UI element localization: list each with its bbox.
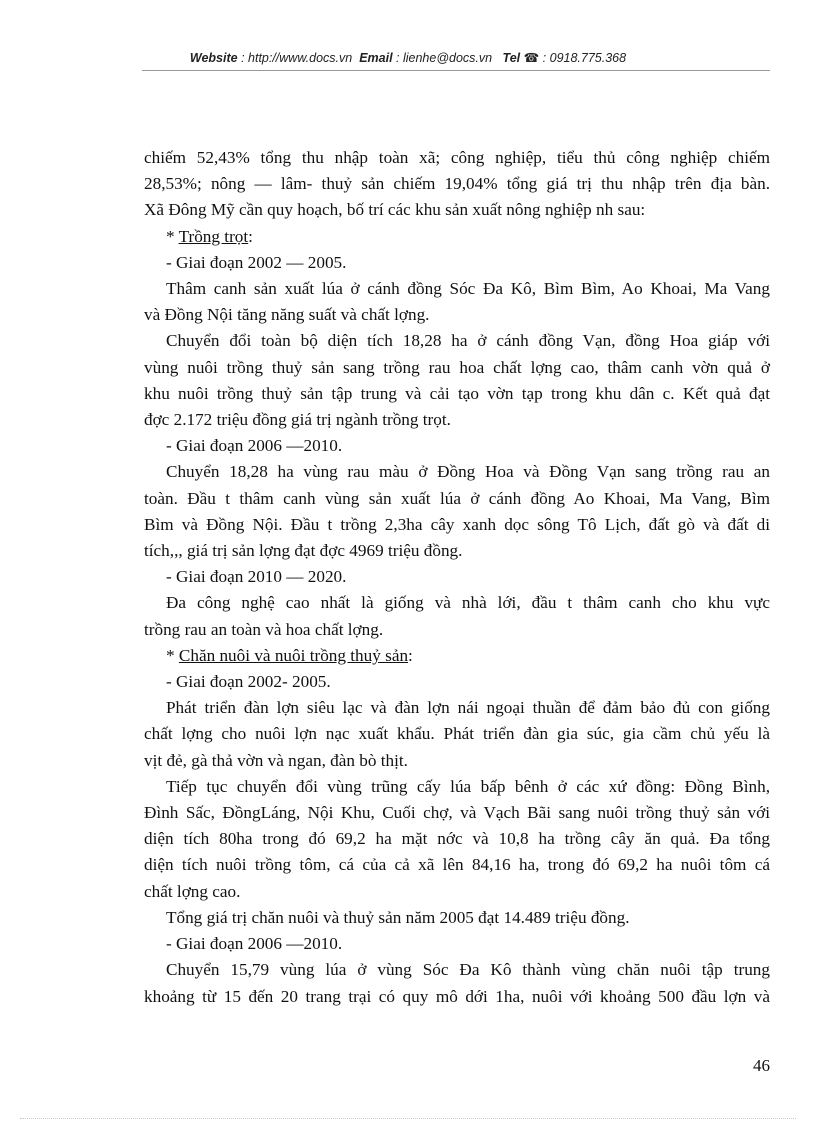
website-url-link[interactable]: http://www.docs.vn xyxy=(248,51,353,65)
text-line: - Giai đoạn 2002- 2005. xyxy=(166,672,331,692)
text-line: khu nuôi trồng thuỷ sản tập trung và cải tạo vờn tạp trong khu dân c. Kết quả đạt xyxy=(144,383,770,403)
text-line: - Giai đoạn 2010 — 2020. xyxy=(166,567,347,587)
text-line: toàn. Đầu t thâm canh vùng sản xuất lúa ở cánh đồng Ao Khoai, Ma Vang, Bìm xyxy=(144,488,770,508)
page-header xyxy=(0,50,816,65)
text-line: khoảng từ 15 đến 20 trang trại có quy mô dới 1ha, nuôi với khoảng 500 đầu lợn và xyxy=(144,986,770,1006)
text-line: Chuyển 15,79 vùng lúa ở vùng Sóc Đa Kô thành vùng chăn nuôi tập trung xyxy=(166,960,770,980)
header-divider xyxy=(142,70,770,71)
text-line: Thâm canh sản xuất lúa ở cánh đồng Sóc Đa Kô, Bìm Bìm, Ao Khoai, Ma Vang xyxy=(166,279,770,299)
text-line: Bìm và Đồng Nội. Đầu t trồng 2,3ha cây xanh dọc sông Tô Lịch, đất gò và đất di xyxy=(144,514,770,534)
text-line: vịt đẻ, gà thả vờn và ngan, đàn bò thịt. xyxy=(144,750,408,770)
phone-icon: ☎ xyxy=(523,51,540,65)
website-separator: : xyxy=(237,51,249,65)
text-line: chất lợng cho nuôi lợn nạc xuất khẩu. Phát triển đàn gia súc, gia cầm chủ yếu là xyxy=(144,724,770,744)
page-number: 46 xyxy=(753,1056,770,1075)
email-label: Email xyxy=(359,51,393,65)
heading-suffix: : xyxy=(248,226,253,246)
website-label: Website xyxy=(189,51,238,65)
text-line: Chuyển đổi toàn bộ diện tích 18,28 ha ở cánh đồng Vạn, đồng Hoa giáp với xyxy=(166,331,770,351)
text-line: Tiếp tục chuyển đổi vùng trũng cấy lúa bấp bênh ở các xứ đồng: Đồng Bình, xyxy=(166,776,770,796)
email-link[interactable]: lienhe@docs.vn xyxy=(402,51,493,65)
text-line: chất lợng cao. xyxy=(144,881,241,901)
text-line: Tổng giá trị chăn nuôi và thuỷ sản năm 2005 đạt 14.489 triệu đồng. xyxy=(166,907,630,927)
bullet-prefix: * xyxy=(166,226,179,246)
tel-number: : 0918.775.368 xyxy=(539,51,627,65)
text-line xyxy=(144,224,770,250)
email-separator: : xyxy=(392,51,403,65)
text-line: chiếm 52,43% tổng thu nhập toàn xã; công nghiệp, tiểu thủ công nghiệp chiếm xyxy=(144,148,770,167)
text-line: Chuyển 18,28 ha vùng rau màu ở Đồng Hoa và Đồng Vạn sang trồng rau an xyxy=(166,462,770,482)
footer-divider xyxy=(20,1118,796,1119)
heading-suffix: : xyxy=(408,645,413,665)
document-body xyxy=(144,145,770,1010)
text-line: Đa công nghệ cao nhất là giống và nhà lới, đầu t thâm canh cho khu vực xyxy=(166,593,770,613)
text-line: - Giai đoạn 2006 —2010. xyxy=(166,436,343,456)
text-line: Đình Sấc, ĐồngLáng, Nội Khu, Cuối chợ, và Vạch Bãi sang nuôi trồng thuỷ sản với xyxy=(144,803,770,823)
text-line: 28,53%; nông — lâm- thuỷ sản chiếm 19,04% tổng giá trị thu nhập trên địa bàn. xyxy=(144,174,770,194)
text-line xyxy=(144,643,770,669)
text-line: trồng rau an toàn và hoa chất lợng. xyxy=(144,619,384,639)
text-line: Xã Đông Mỹ cần quy hoạch, bố trí các khu sản xuất nông nghiệp nh sau: xyxy=(144,200,646,220)
text-line: diện tích 80ha trong đó 69,2 ha mặt nớc và 10,8 ha trồng cây ăn quả. Đa tổng xyxy=(144,829,770,849)
text-line: vùng nuôi trồng thuỷ sản sang trồng rau hoa chất lợng cao, thâm canh vờn quả ở xyxy=(144,357,770,377)
tel-label: Tel xyxy=(502,51,521,65)
text-line: và Đồng Nội tăng năng suất và chất lợng. xyxy=(144,305,430,325)
text-line: - Giai đoạn 2006 —2010. xyxy=(166,934,343,954)
bullet-prefix: * xyxy=(166,645,179,665)
text-line: - Giai đoạn 2002 — 2005. xyxy=(166,252,347,272)
text-line: đợc 2.172 triệu đồng giá trị ngành trồng trọt. xyxy=(144,410,451,430)
text-line: tích,,, giá trị sản lợng đạt đợc 4969 triệu đồng. xyxy=(144,541,463,561)
text-line: diện tích nuôi trồng tôm, cá của cả xã lên 84,16 ha, trong đó 69,2 ha nuôi tôm cá xyxy=(144,855,770,875)
text-line: Phát triển đàn lợn siêu lạc và đàn lợn nái ngoại thuần để đảm bảo đủ con giống xyxy=(166,698,770,718)
section-heading: Trồng trọt xyxy=(178,226,249,246)
section-heading: Chăn nuôi và nuôi trồng thuỷ sản xyxy=(178,645,409,665)
